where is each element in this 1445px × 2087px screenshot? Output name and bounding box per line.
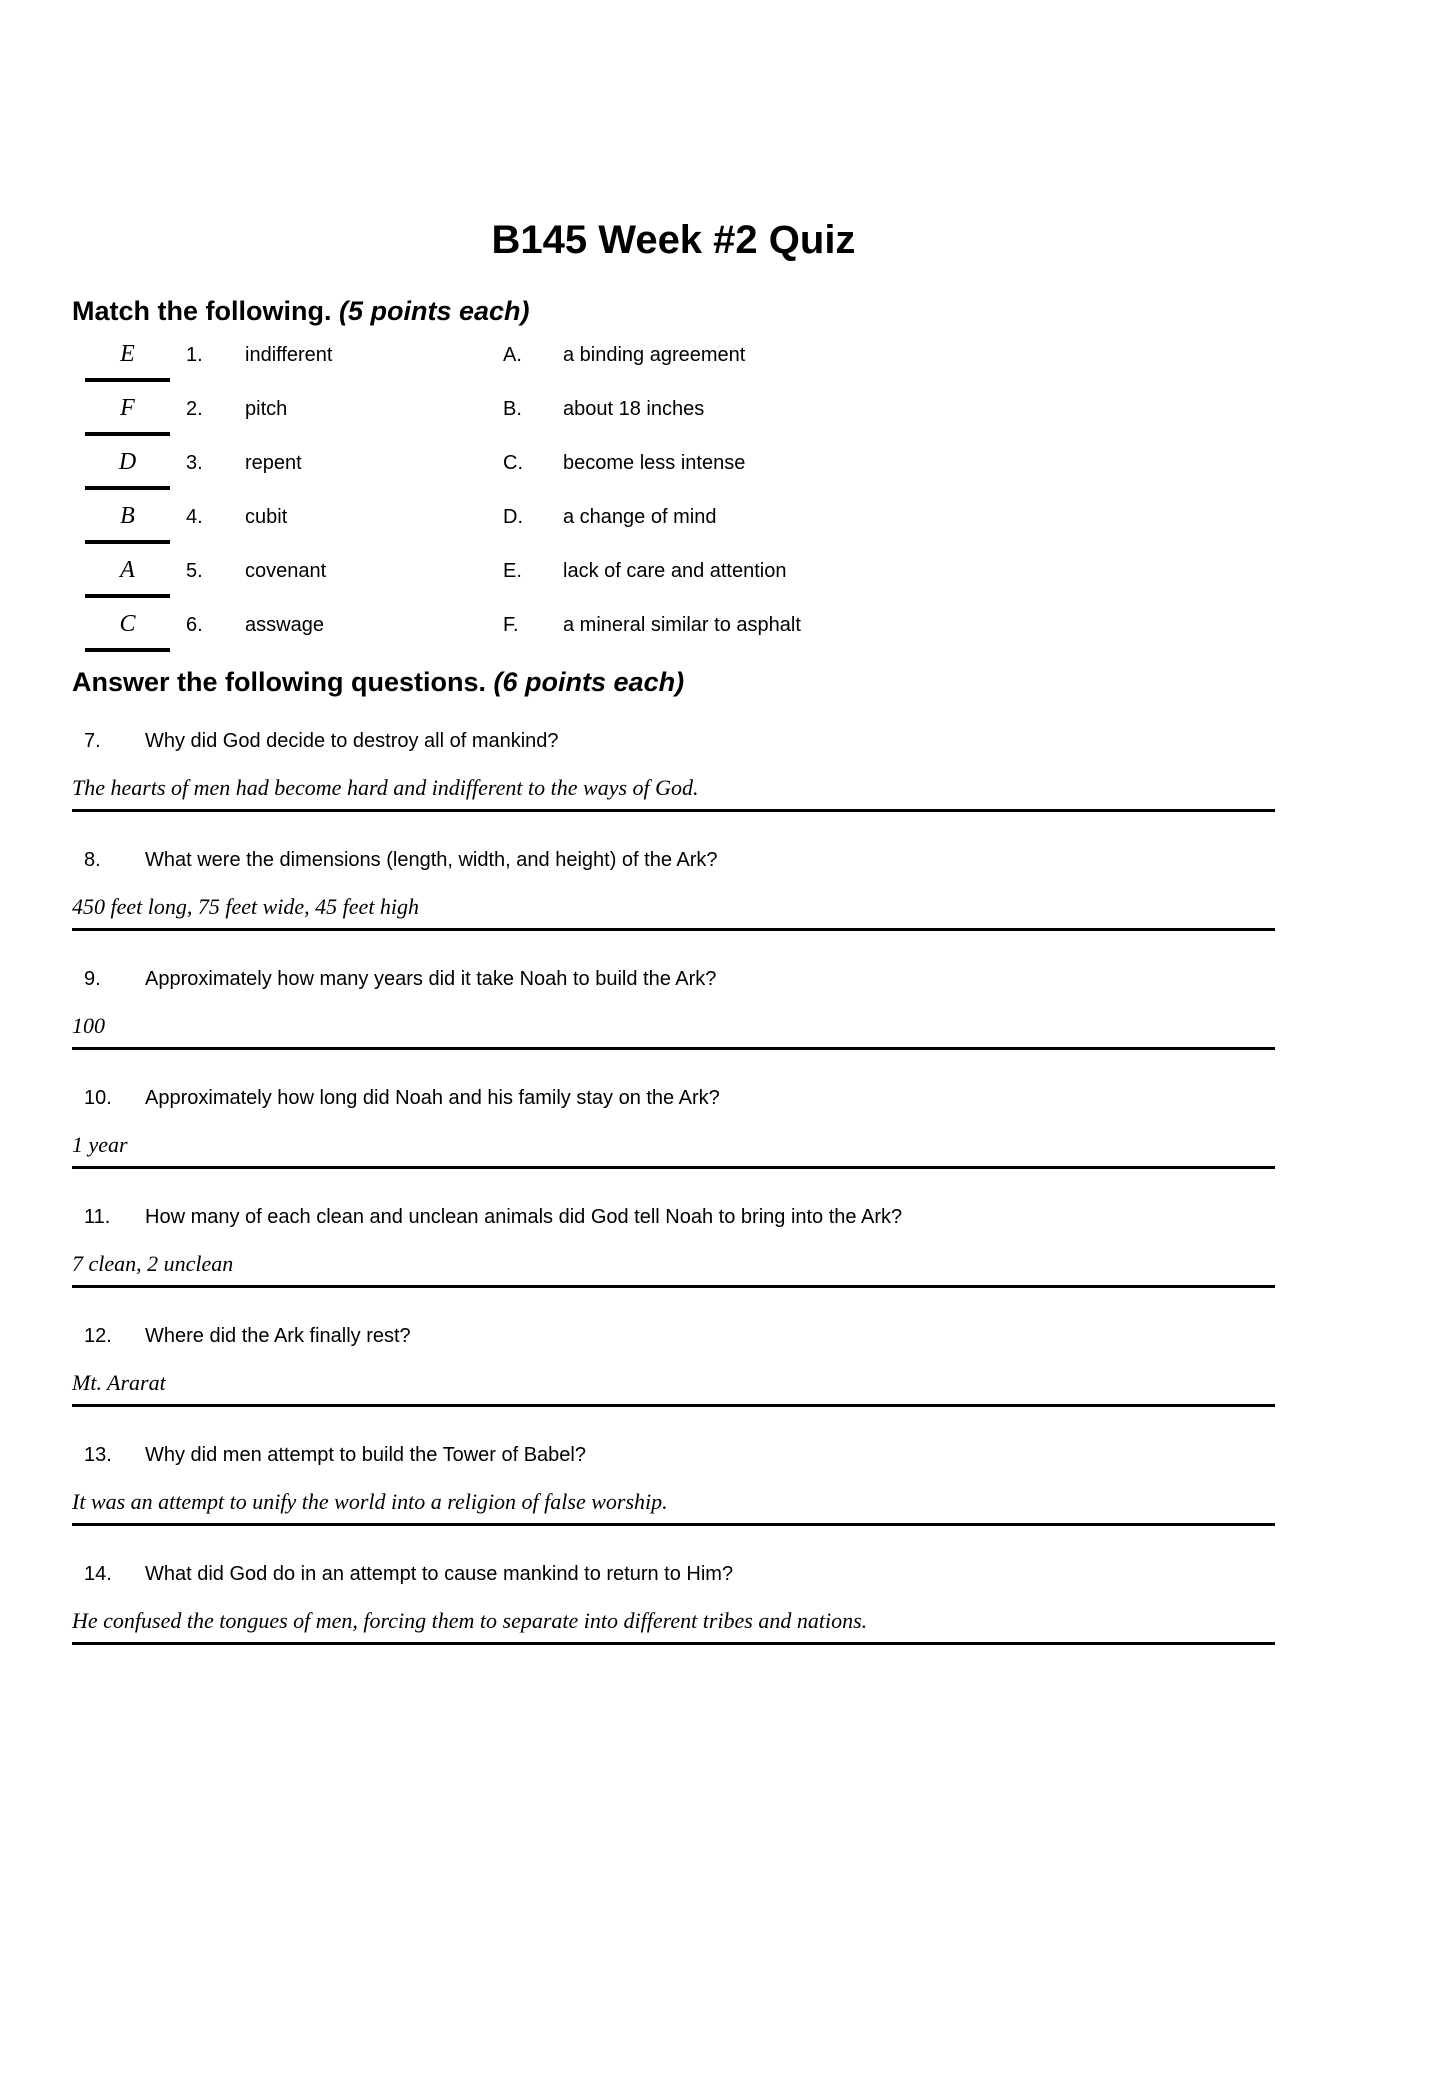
match-option-letter: E. <box>503 560 522 582</box>
question-text: Approximately how long did Noah and his family stay on the Ark? <box>145 1087 720 1109</box>
match-option-letter: B. <box>503 398 522 420</box>
question-block <box>72 729 1275 812</box>
answer-text: 450 feet long, 75 feet wide, 45 feet high <box>72 894 420 919</box>
match-answer-letter: E <box>120 341 135 367</box>
answer-text: It was an attempt to unify the world into a religion of false worship. <box>72 1489 668 1514</box>
question-text: Why did men attempt to build the Tower of Babel? <box>145 1444 586 1466</box>
match-row <box>72 448 1275 490</box>
question-line <box>72 1443 1275 1467</box>
page-title: B145 Week #2 Quiz <box>491 218 856 262</box>
match-term: pitch <box>245 398 288 420</box>
match-term-number: 5. <box>186 560 203 582</box>
match-term-number: 4. <box>186 506 203 528</box>
answer-text: The hearts of men had become hard and indifferent to the ways of God. <box>72 775 699 800</box>
matching-heading-text: Match the following. <box>72 296 332 326</box>
match-answer-letter: D <box>118 449 137 475</box>
match-option-definition: a mineral similar to asphalt <box>563 614 801 636</box>
answer-line <box>72 775 1275 812</box>
match-term: asswage <box>245 614 324 636</box>
match-term: cubit <box>245 506 288 528</box>
question-block <box>72 1562 1275 1645</box>
match-answer-blank <box>85 340 170 382</box>
answer-line <box>72 1370 1275 1407</box>
question-list <box>72 729 1275 1645</box>
question-number: 14. <box>84 1563 112 1585</box>
match-row <box>72 502 1275 544</box>
match-option-letter: F. <box>503 614 519 636</box>
question-number: 7. <box>84 730 101 752</box>
question-block <box>72 967 1275 1050</box>
question-block <box>72 1324 1275 1407</box>
match-option-letter: A. <box>503 344 522 366</box>
match-option-letter: D. <box>503 506 523 528</box>
match-term: repent <box>245 452 302 474</box>
question-line <box>72 729 1275 753</box>
question-line <box>72 848 1275 872</box>
match-term-number: 2. <box>186 398 203 420</box>
match-row <box>72 610 1275 652</box>
answer-text: Mt. Ararat <box>72 1370 166 1395</box>
answer-text: 7 clean, 2 unclean <box>72 1251 234 1276</box>
question-number: 13. <box>84 1444 112 1466</box>
question-text: How many of each clean and unclean animals did God tell Noah to bring into the Ark? <box>145 1206 903 1228</box>
match-answer-letter: B <box>120 503 135 529</box>
answer-text: 1 year <box>72 1132 128 1157</box>
answer-line <box>72 1608 1275 1645</box>
match-row <box>72 340 1275 382</box>
match-option-definition: a change of mind <box>563 506 717 528</box>
answer-text: He confused the tongues of men, forcing them to separate into different tribes and nations. <box>72 1608 868 1633</box>
match-answer-blank <box>85 394 170 436</box>
question-block <box>72 1205 1275 1288</box>
question-number: 11. <box>84 1206 111 1228</box>
question-line <box>72 967 1275 991</box>
match-option-definition: a binding agreement <box>563 344 746 366</box>
question-line <box>72 1205 1275 1229</box>
answer-text: 100 <box>72 1013 105 1038</box>
question-text: What did God do in an attempt to cause mankind to return to Him? <box>145 1563 734 1585</box>
question-number: 8. <box>84 849 101 871</box>
match-row <box>72 394 1275 436</box>
matching-section-heading <box>72 295 1275 328</box>
question-text: What were the dimensions (length, width, and height) of the Ark? <box>145 849 718 871</box>
match-term-number: 3. <box>186 452 203 474</box>
match-term-number: 6. <box>186 614 203 636</box>
question-number: 10. <box>84 1087 112 1109</box>
question-number: 9. <box>84 968 101 990</box>
question-block <box>72 848 1275 931</box>
match-row <box>72 556 1275 598</box>
match-option-definition: about 18 inches <box>563 398 705 420</box>
match-option-definition: lack of care and attention <box>563 560 787 582</box>
match-answer-blank <box>85 556 170 598</box>
answer-line <box>72 1251 1275 1288</box>
match-answer-blank <box>85 610 170 652</box>
match-answer-blank <box>85 448 170 490</box>
question-line <box>72 1324 1275 1348</box>
question-block <box>72 1086 1275 1169</box>
question-text: Approximately how many years did it take Noah to build the Ark? <box>145 968 717 990</box>
question-line <box>72 1086 1275 1110</box>
answer-line <box>72 1489 1275 1526</box>
question-text: Why did God decide to destroy all of mankind? <box>145 730 559 752</box>
match-term: covenant <box>245 560 327 582</box>
match-term: indifferent <box>245 344 333 366</box>
match-answer-letter: A <box>120 557 135 583</box>
answer-line <box>72 894 1275 931</box>
match-option-definition: become less intense <box>563 452 746 474</box>
answer-line <box>72 1132 1275 1169</box>
match-answer-letter: F <box>120 395 135 421</box>
match-answer-blank <box>85 502 170 544</box>
question-number: 12. <box>84 1325 112 1347</box>
questions-section-heading <box>72 666 1275 699</box>
question-line <box>72 1562 1275 1586</box>
quiz-page <box>72 217 1275 1645</box>
match-term-number: 1. <box>186 344 203 366</box>
match-answer-letter: C <box>119 611 136 637</box>
matching-points-note: (5 points each) <box>339 296 530 326</box>
question-text: Where did the Ark finally rest? <box>145 1325 411 1347</box>
match-option-letter: C. <box>503 452 523 474</box>
question-block <box>72 1443 1275 1526</box>
questions-heading-text: Answer the following questions. <box>72 667 487 697</box>
matching-list <box>72 340 1275 652</box>
questions-points-note: (6 points each) <box>493 667 685 697</box>
answer-line <box>72 1013 1275 1050</box>
